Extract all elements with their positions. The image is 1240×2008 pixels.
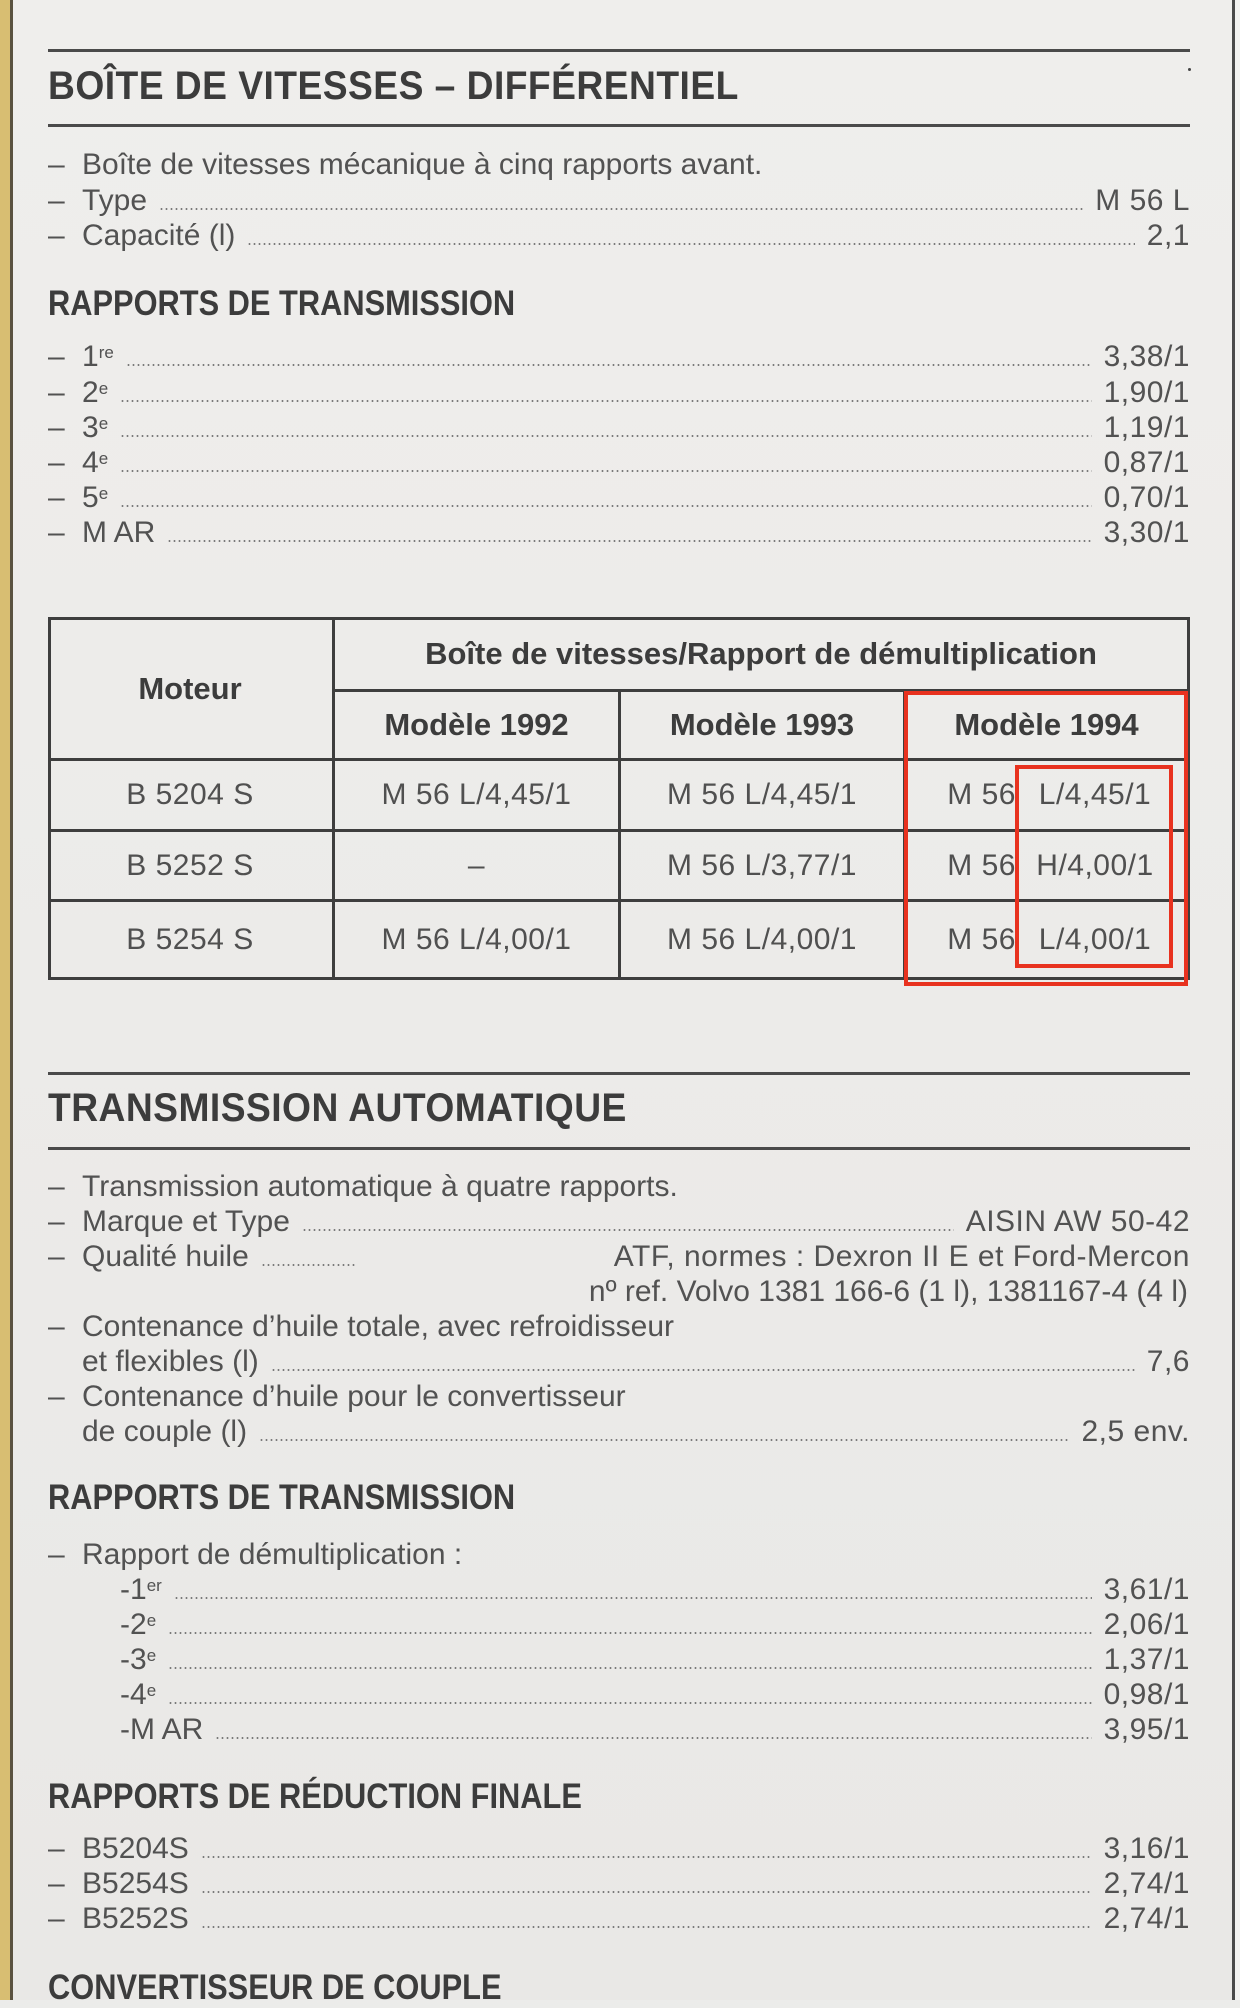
table-header-1992: Modèle 1992: [384, 707, 569, 742]
ratio-line-2: – 2e 1,90/1: [48, 376, 1190, 409]
page-right-margin: [1235, 0, 1240, 2000]
table-cell-1994-gearbox: M 56: [947, 848, 1016, 882]
section-rule-top: [48, 49, 1190, 52]
ratio-line-1: – 1re 3,38/1: [48, 340, 1190, 373]
spec-line-total-oil: – Contenance d’huile totale, avec refroidisseur: [48, 1310, 675, 1343]
ratio-line-5: – 5e 0,70/1: [48, 481, 1190, 514]
subsection-title-final-drive: RAPPORTS DE RÉDUCTION FINALE: [48, 1777, 582, 1816]
table-header-group: Boîte de vitesses/Rapport de démultiplication: [425, 635, 1097, 671]
ratio-line-4: – 4e 0,87/1: [48, 446, 1190, 479]
auto-ratio-line-1: - 1er 3,61/1: [120, 1573, 1190, 1606]
spec-line-oil: – Qualité huile ATF, normes : Dexron II E et Ford-Mercon: [48, 1240, 1190, 1273]
table-cell-1992: –: [467, 848, 486, 882]
dot-leader: [120, 400, 1091, 402]
table-cell-1993: M 56 L/3,77/1: [667, 848, 857, 882]
dot-leader: [215, 1737, 1091, 1739]
dot-leader: [159, 208, 1083, 210]
table-cell-1992: M 56 L/4,45/1: [381, 778, 572, 811]
dot-leader: [201, 1891, 1092, 1893]
section-rule-bottom: [48, 1147, 1190, 1150]
dot-leader: [259, 1439, 1069, 1441]
dot-leader: [168, 1667, 1091, 1669]
dot-leader: [126, 364, 1092, 366]
table-cell-1994-ratio: H/4,00/1: [1036, 848, 1154, 882]
final-ratio-line: – B5254S 2,74/1: [48, 1867, 1190, 1900]
dot-leader: [168, 1632, 1091, 1634]
subsection-title-torque-converter: CONVERTISSEUR DE COUPLE: [48, 1968, 502, 2007]
dot-leader: [174, 1597, 1092, 1599]
table-header-engine: Moteur: [138, 670, 242, 706]
section-rule-bottom: [48, 124, 1190, 127]
dot-leader: [247, 243, 1134, 245]
dot-leader: [120, 435, 1091, 437]
table-cell-1994-ratio: L/4,45/1: [1038, 778, 1152, 811]
dot-leader: [120, 470, 1091, 472]
final-ratio-line: – B5252S 2,74/1: [48, 1902, 1190, 1935]
auto-ratio-line-3: - 3e 1,37/1: [120, 1643, 1190, 1676]
table-cell-engine: B 5252 S: [126, 848, 254, 882]
ratio-intro: – Rapport de démultiplication :: [48, 1538, 463, 1571]
dot-leader: [201, 1926, 1092, 1928]
subsection-title-ratios: RAPPORTS DE TRANSMISSION: [48, 284, 516, 323]
spec-line-brand: – Marque et Type AISIN AW 50-42: [48, 1205, 1190, 1238]
dot-leader: [271, 1369, 1135, 1371]
table-header-1994: Modèle 1994: [954, 707, 1139, 742]
page-binding-edge: [0, 0, 10, 2000]
section-rule-top: [48, 1072, 1190, 1075]
page-left-border: [10, 0, 13, 2000]
ratio-line-3: – 3e 1,19/1: [48, 411, 1190, 444]
table-cell-1994-gearbox: M 56: [947, 778, 1016, 811]
spec-line-intro: – Boîte de vitesses mécanique à cinq rapports avant.: [48, 148, 763, 181]
spec-line-capacity: – Capacité (l) 2,1: [48, 219, 1190, 252]
table-cell-1994-ratio: L/4,00/1: [1038, 922, 1152, 956]
highlight-box-1994-ratios: [1015, 765, 1173, 968]
section-title-manual-gearbox: BOÎTE DE VITESSES – DIFFÉRENTIEL: [48, 64, 739, 108]
spec-line-total-oil-cont: et flexibles (l) 7,6: [82, 1345, 1190, 1378]
dot-leader: [302, 1229, 954, 1231]
spec-line-type: – Type M 56 L: [48, 184, 1190, 217]
dot-leader: [167, 540, 1091, 542]
section-title-automatic: TRANSMISSION AUTOMATIQUE: [48, 1086, 627, 1130]
table-cell-1994-gearbox: M 56: [947, 922, 1016, 956]
spec-line-oil-ref: nº ref. Volvo 1381 166-6 (1 l), 1381167-4 (4 l): [588, 1275, 1188, 1308]
dot-leader: [120, 505, 1091, 507]
table-cell-1993: M 56 L/4,45/1: [667, 778, 857, 811]
print-speck: [1188, 68, 1191, 71]
spec-line-converter-oil-cont: de couple (l) 2,5 env.: [82, 1415, 1190, 1448]
dot-leader: [201, 1856, 1092, 1858]
table-header-1993: Modèle 1993: [669, 707, 855, 742]
auto-ratio-line-2: - 2e 2,06/1: [120, 1608, 1190, 1641]
dot-leader: [261, 1264, 355, 1266]
final-ratio-line: – B5204S 3,16/1: [48, 1832, 1190, 1865]
spec-line-converter-oil: – Contenance d’huile pour le convertisseur: [48, 1380, 626, 1413]
auto-ratio-line-reverse: - M AR 3,95/1: [120, 1713, 1190, 1746]
ratio-line-reverse: – M AR 3,30/1: [48, 516, 1190, 549]
subsection-title-auto-ratios: RAPPORTS DE TRANSMISSION: [48, 1478, 516, 1517]
table-cell-engine: B 5204 S: [126, 778, 254, 811]
table-cell-engine: B 5254 S: [126, 922, 254, 956]
table-cell-1992: M 56 L/4,00/1: [381, 922, 572, 956]
dot-leader: [168, 1702, 1091, 1704]
auto-ratio-line-4: - 4e 0,98/1: [120, 1678, 1190, 1711]
table-cell-1993: M 56 L/4,00/1: [667, 922, 857, 956]
spec-line-intro: – Transmission automatique à quatre rapports.: [48, 1170, 678, 1203]
